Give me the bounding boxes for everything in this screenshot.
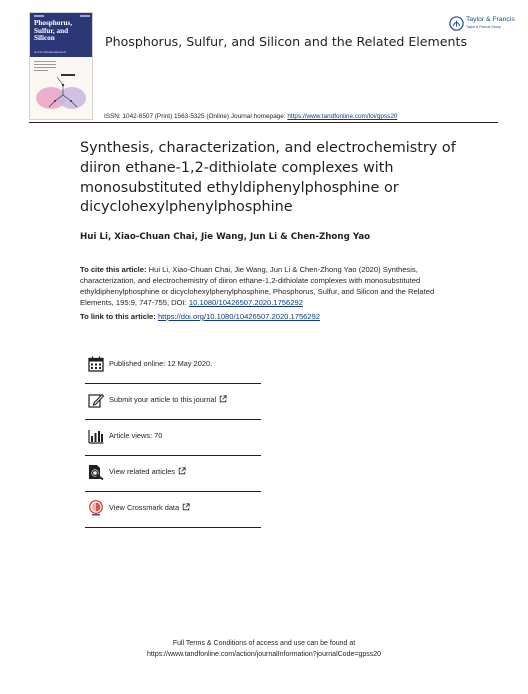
cover-subtitle: and the Related Elements: [34, 50, 67, 54]
article-link-line: [80, 312, 320, 321]
bar-chart-icon: [88, 428, 104, 444]
publisher-name: Taylor & Francis: [466, 16, 515, 23]
article-views-row: [85, 420, 261, 456]
external-link-icon: [219, 395, 227, 403]
search-document-icon: [88, 464, 104, 480]
article-doi-url-link[interactable]: https://doi.org/10.1080/10426507.2020.1756292: [157, 312, 321, 321]
article-views-label: Article views: 70: [109, 431, 163, 440]
article-title: Synthesis, characterization, and electrochemistry of diiron ethane-1,2-dithiolate complexes with monosubstituted ethyldiphenylphosphine or dicyclohexylphenylphosphine: [80, 140, 456, 216]
doi-link[interactable]: 10.1080/10426507.2020.1756292: [188, 298, 303, 307]
citation-text: Hui Li, Xiao-Chuan Chai, Jie Wang, Jun Li & Chen-Zhong Yao (2020) Synthesis, characterization, and electrochemistry of diiron ethane-1,2-dithiolate complexes with monosubstituted ethyldiphenylphosphine or dicyclohexylphenylphosphine, Phosphorus, Sulfur, and Silicon and the Related Elements, 195:9, 747-755, DOI:: [80, 265, 435, 307]
citation-label: To cite this article:: [80, 265, 147, 274]
citation-block: [80, 264, 470, 308]
publisher-tagline: Taylor & Francis Group: [466, 25, 501, 29]
terms-footer: [0, 639, 528, 660]
published-online-label: Published online: 12 May 2020.: [109, 359, 213, 368]
crossmark-icon: [88, 500, 104, 516]
calendar-icon: [88, 356, 104, 372]
crossmark-row[interactable]: [85, 492, 261, 528]
external-link-icon: [182, 503, 190, 511]
journal-cover-image: [29, 12, 93, 120]
related-articles-link[interactable]: View related articles: [109, 467, 186, 476]
crossmark-link[interactable]: View Crossmark data: [109, 503, 190, 512]
terms-text: Full Terms & Conditions of access and use can be found at: [172, 640, 356, 647]
article-info-list: [85, 348, 261, 528]
article-authors: Hui Li, Xiao-Chuan Chai, Jie Wang, Jun Li & Chen-Zhong Yao: [80, 232, 371, 242]
issn-text: ISSN: 1042-6507 (Print) 1563-5325 (Online) Journal homepage:: [104, 113, 288, 120]
submit-article-link[interactable]: Submit your article to this journal: [109, 395, 227, 404]
link-label: To link to this article:: [80, 312, 156, 321]
external-link-icon: [178, 467, 186, 475]
header-divider: [29, 122, 498, 123]
journal-name[interactable]: Phosphorus, Sulfur, and Silicon and the Related Elements: [105, 34, 468, 49]
submit-article-row[interactable]: [85, 384, 261, 420]
issn-line: [104, 113, 397, 120]
taylor-francis-logo-icon: [449, 16, 464, 31]
published-online-row: [85, 348, 261, 384]
pencil-icon: [88, 392, 104, 408]
cover-molecule-art: [35, 71, 89, 115]
related-articles-row[interactable]: [85, 456, 261, 492]
publisher-logo[interactable]: [449, 15, 513, 35]
terms-url-link[interactable]: https://www.tandfonline.com/action/journalInformation?journalCode=gpss20: [146, 650, 382, 658]
cover-title: Phosphorus, Sulfur, and Silicon: [34, 19, 73, 42]
journal-homepage-link[interactable]: https://www.tandfonline.com/loi/gpss20: [287, 113, 398, 120]
